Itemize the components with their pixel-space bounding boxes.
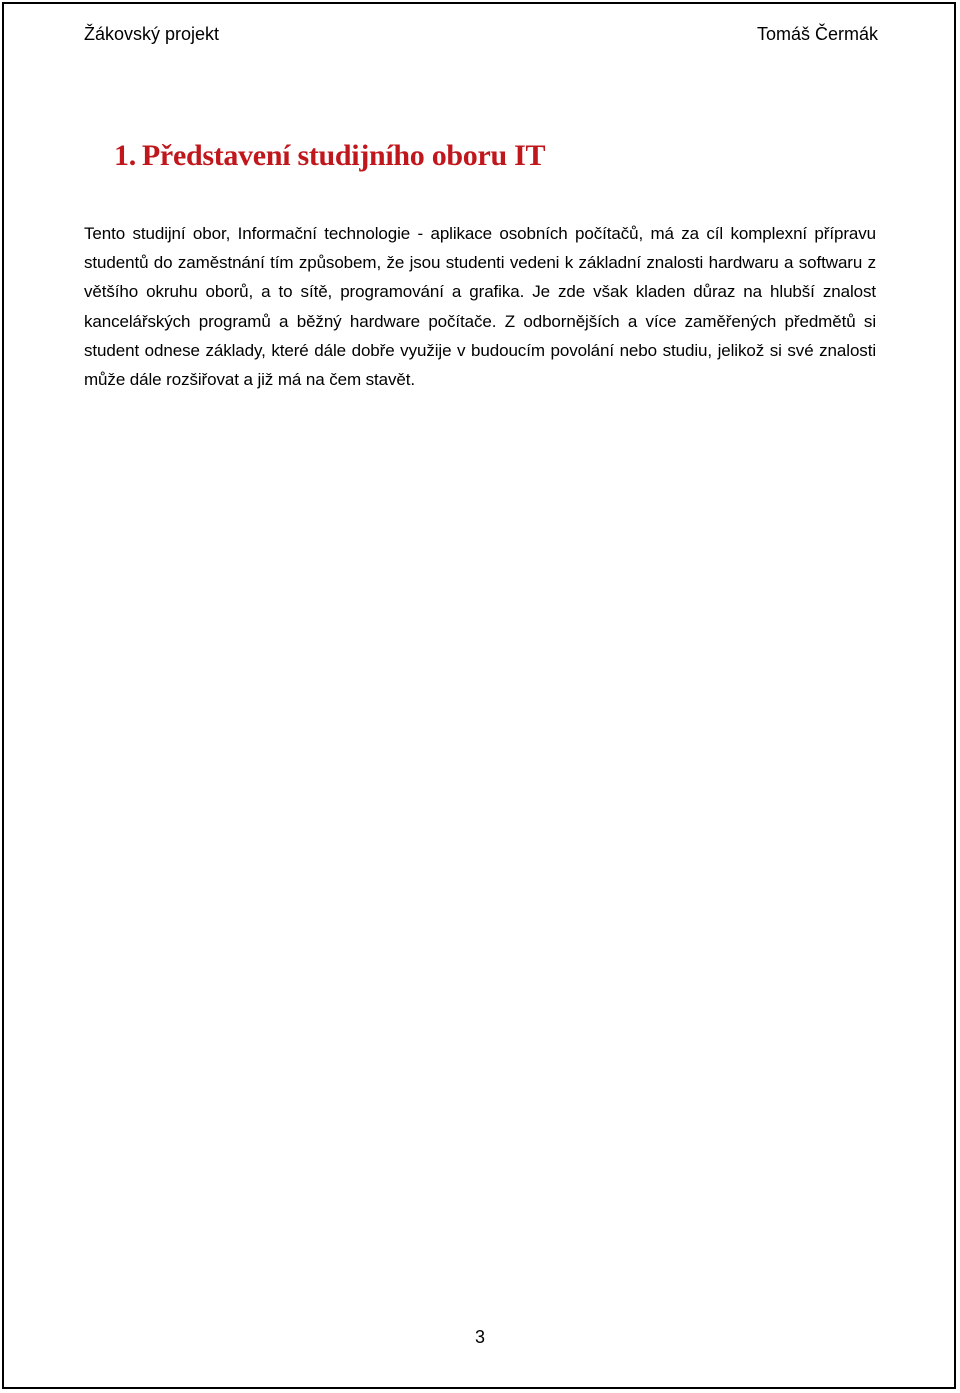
- page-border: [2, 2, 956, 1389]
- body-paragraph: Tento studijní obor, Informační technologie - aplikace osobních počítačů, má za cíl komplexní přípravu studentů do zaměstnání tím způsobem, že jsou studenti vedeni k základní znalosti hardwaru a softwaru z většího okruhu oborů, a to sítě, programování a grafika. Je zde však kladen důraz na hlubší znalost kancelářských programů a běžný hardware počítače. Z odbornějších a více zaměřených předmětů si student odnese základy, které dále dobře využije v budoucím povolání nebo studiu, jelikož si své znalosti může dále rozšiřovat a již má na čem stavět.: [84, 224, 876, 390]
- section-title: Představení studijního oboru IT: [141, 139, 546, 172]
- section-heading: [114, 136, 545, 176]
- header-author: Tomáš Čermák: [756, 24, 878, 44]
- section-number: 1.: [114, 139, 136, 172]
- header-project-title: Žákovský projekt: [84, 24, 220, 44]
- page-number: 3: [474, 1327, 485, 1347]
